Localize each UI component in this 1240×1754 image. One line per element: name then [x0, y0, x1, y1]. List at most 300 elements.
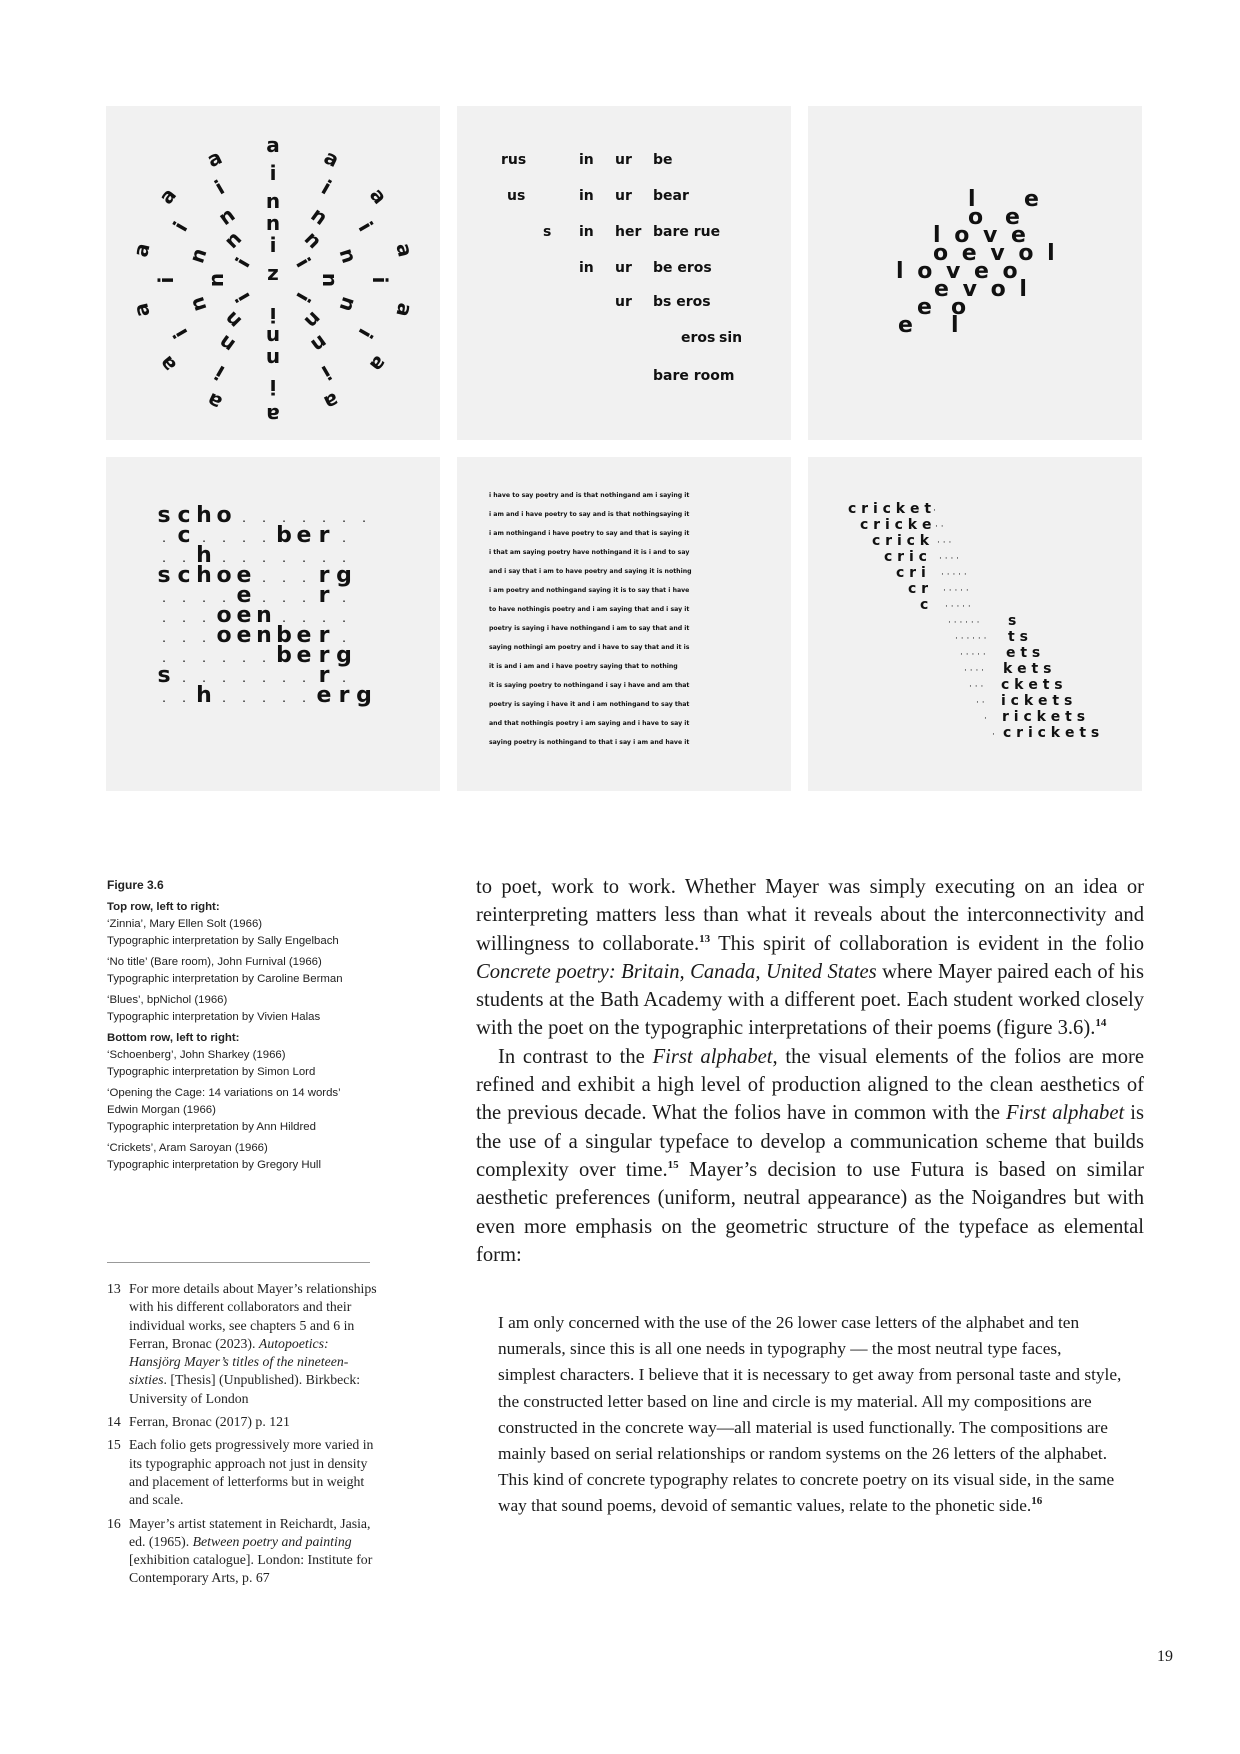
zinnia-letter: n	[334, 293, 362, 315]
caption-title: ‘Opening the Cage: 14 variations on 14 words’	[107, 1087, 341, 1099]
schoenberg-letter: b	[276, 643, 292, 668]
schoenberg-dot: .	[242, 671, 246, 685]
caption-title: ‘Crickets’, Aram Saroyan (1966)	[107, 1142, 268, 1154]
zinnia-letter: a	[320, 144, 343, 173]
zinnia-letter: a	[153, 351, 182, 377]
crickets-row: c	[920, 597, 929, 613]
schoenberg-letter: e	[236, 563, 252, 588]
crickets-row: c r i c k e	[860, 517, 932, 533]
schoenberg-dot: .	[282, 511, 286, 525]
schoenberg-letter: s	[157, 503, 171, 528]
body-text	[476, 873, 1144, 1269]
crickets-poem-graphic	[808, 457, 1142, 791]
zinnia-letter: i	[168, 324, 193, 343]
crickets-dots: ·	[984, 714, 987, 724]
schoenberg-dot: .	[222, 551, 226, 565]
zinnia-center-letter: z	[267, 261, 279, 285]
caption-credit: Typographic interpretation by Sally Engelbach	[107, 935, 339, 947]
crickets-row: c k e t s	[1001, 677, 1063, 693]
schoenberg-dot: .	[302, 571, 306, 585]
caption-entry	[107, 1047, 407, 1081]
schoenberg-dot: .	[362, 511, 366, 525]
crickets-row: t s	[1008, 629, 1028, 645]
zinnia-letter: n	[204, 272, 228, 288]
zinnia-letter: a	[203, 144, 226, 173]
zinnia-letter: a	[391, 240, 418, 260]
figure-label: Figure 3.6	[107, 878, 164, 892]
crickets-row: r i c k e t s	[1002, 709, 1086, 725]
schoenberg-dot: .	[222, 531, 226, 545]
zinnia-letter: n	[184, 245, 212, 267]
zinnia-letter: i	[269, 161, 277, 185]
figure-blues	[808, 106, 1142, 440]
page-number: 19	[1157, 1648, 1173, 1665]
schoenberg-letter: s	[157, 663, 171, 688]
schoenberg-letter: r	[338, 683, 350, 708]
schoenberg-letter: n	[256, 623, 272, 648]
footnote-ref: 15	[667, 1159, 679, 1172]
schoenberg-dot: .	[342, 551, 346, 565]
schoenberg-dot: .	[242, 691, 246, 705]
schoenberg-dot: .	[262, 531, 266, 545]
caption-credit: Typographic interpretation by Simon Lord	[107, 1066, 316, 1078]
footnote-text-part: Mayer’s artist statement in Reichardt, Jasia, ed. (1965).	[129, 1515, 371, 1549]
bare-room-word: eros	[681, 330, 716, 346]
crickets-dots: · · · ·	[939, 554, 960, 564]
cage-text-row: to have nothingis poetry and i am saying that and i say it	[489, 606, 690, 613]
zinnia-letter: n	[213, 202, 240, 230]
crickets-row: e t s	[1006, 645, 1041, 661]
schoenberg-dot: .	[202, 671, 206, 685]
crickets-row: c r i c	[884, 549, 927, 565]
body-italic: First alphabet	[652, 1045, 773, 1068]
caption-title: ‘No title’ (Bare room), John Furnival (1966)	[107, 956, 322, 968]
schoenberg-dot: .	[322, 551, 326, 565]
blues-glyph: o	[968, 205, 987, 230]
schoenberg-dot: .	[242, 511, 246, 525]
zinnia-letter: a	[364, 351, 393, 377]
crickets-dots: · · · ·	[964, 666, 985, 676]
schoenberg-dot: .	[162, 651, 166, 665]
caption-credit: Typographic interpretation by Vivien Halas	[107, 1011, 321, 1023]
crickets-row: c r i	[896, 565, 926, 581]
figure-opening-cage	[457, 457, 791, 791]
zinnia-letter: a	[203, 387, 226, 416]
zinnia-poem-graphic	[106, 106, 440, 440]
schoenberg-dot: .	[262, 511, 266, 525]
footnote-number: 16	[107, 1515, 121, 1531]
caption-entry	[107, 954, 407, 988]
footnote	[107, 1280, 377, 1408]
zinnia-letter: i	[368, 276, 392, 284]
cage-text-row: poetry is saying i have it and i am nothingand to say that	[489, 701, 690, 708]
crickets-dots: · · · · · ·	[948, 618, 980, 628]
schoenberg-dot: .	[182, 671, 186, 685]
cage-text-row: i am poetry and nothingand saying it is to say that i have	[489, 587, 690, 594]
cage-text-row: poetry is saying i have nothingand i am to say that and it	[489, 625, 690, 632]
schoenberg-letter: o	[216, 603, 232, 628]
schoenberg-letter: e	[236, 583, 252, 608]
zinnia-letter: i	[317, 175, 336, 200]
footnote-text: Each folio gets progressively more varied in its typographic approach not just in density and placement of letterforms but in weight and scale.	[129, 1437, 374, 1508]
schoenberg-dot: .	[342, 511, 346, 525]
footnote-number: 15	[107, 1437, 121, 1453]
schoenberg-letter: g	[336, 643, 352, 668]
zinnia-letter: i	[291, 288, 316, 307]
schoenberg-dot: .	[202, 651, 206, 665]
schoenberg-dot: .	[202, 611, 206, 625]
bare-room-poem-graphic	[457, 106, 791, 440]
footnote-italic: Autopoetics: Hansjörg Mayer’s titles of the nineteen-sixties	[129, 1335, 349, 1388]
blues-glyph: e	[1005, 205, 1023, 230]
blues-glyph: o	[951, 295, 970, 320]
schoenberg-dot: .	[182, 651, 186, 665]
schoenberg-dot: .	[262, 691, 266, 705]
caption-entry	[107, 1140, 407, 1174]
footnote	[107, 1515, 377, 1588]
zinnia-letter: i	[291, 253, 316, 272]
schoenberg-poem-graphic	[106, 457, 440, 791]
schoenberg-letter: e	[296, 623, 312, 648]
schoenberg-letter: o	[216, 623, 232, 648]
quote-text: I am only concerned with the use of the 26 lower case letters of the alphabet and ten numerals, since this is all one needs in typography — the most neutral type faces, simplest characters. I believe that it is necessary to get away from personal taste and style, the constructed letter based on line and circle is my material. All my compositions are constructed in the concrete way—all material is used functionally. The compositions are mainly based on serial relationships or random systems on the 26 letters of the alphabet. This kind of concrete typography relates to concrete poetry on its visual side, in the same way that sound poems, devoid of semantic values, relate to the phonetic side.	[498, 1313, 1122, 1516]
schoenberg-dot: .	[302, 611, 306, 625]
crickets-dots: · · · · ·	[945, 602, 971, 612]
schoenberg-letter: s	[157, 563, 171, 588]
zinnia-letter: i	[210, 360, 229, 385]
schoenberg-letter: g	[336, 563, 352, 588]
schoenberg-letter: e	[296, 523, 312, 548]
schoenberg-letter: e	[296, 643, 312, 668]
schoenberg-dot: .	[302, 691, 306, 705]
schoenberg-dot: .	[302, 511, 306, 525]
schoenberg-dot: .	[162, 611, 166, 625]
schoenberg-dot: .	[242, 651, 246, 665]
footnote-ref: 13	[699, 932, 711, 945]
crickets-dots: · ·	[935, 522, 944, 532]
schoenberg-dot: .	[182, 691, 186, 705]
zinnia-letter: n	[219, 306, 247, 334]
bare-room-word: in	[579, 260, 594, 276]
footnote-italic: Between poetry and painting	[192, 1533, 352, 1549]
schoenberg-letter: r	[318, 643, 330, 668]
schoenberg-dot: .	[162, 531, 166, 545]
crickets-row: c r i c k e t	[848, 501, 932, 517]
body-italic: First alphabet	[1006, 1102, 1125, 1125]
zinnia-letter: i	[353, 217, 378, 236]
zinnia-letter: i	[210, 175, 229, 200]
schoenberg-dot: .	[222, 691, 226, 705]
blues-poem-graphic	[808, 106, 1142, 440]
zinnia-letter: i	[154, 276, 178, 284]
bare-room-word: bear	[653, 188, 689, 204]
schoenberg-letter: b	[276, 523, 292, 548]
crickets-row: c r i c k e t s	[1003, 725, 1100, 741]
figure-schoenberg	[106, 457, 440, 791]
body-paragraph	[476, 1043, 1144, 1269]
zinnia-letter: n	[306, 202, 333, 230]
schoenberg-letter: h	[196, 683, 212, 708]
crickets-dots: · · · · ·	[941, 570, 967, 580]
zinnia-letter: a	[320, 387, 343, 416]
zinnia-letter: i	[269, 233, 277, 257]
schoenberg-dot: .	[262, 651, 266, 665]
schoenberg-dot: .	[222, 591, 226, 605]
schoenberg-letter: c	[177, 523, 191, 548]
caption-credit: Typographic interpretation by Caroline Berman	[107, 973, 343, 985]
zinnia-letter: i	[230, 288, 255, 307]
zinnia-letter: n	[334, 245, 362, 267]
zinnia-letter: n	[318, 272, 342, 288]
blues-glyph: e	[1024, 187, 1042, 212]
cage-text-row: i am and i have poetry to say and is that nothingsaying it	[489, 511, 690, 518]
cage-text-row: i am nothingand i have poetry to say and that is saying it	[489, 530, 690, 537]
zinnia-letter: i	[168, 217, 193, 236]
body-text-part: , the visual elements of the folios are more refined and exhibit a high level of production aligned to the clean aesthetics of the previous decade. What the folios have in common with the	[476, 1045, 1144, 1125]
bare-room-word: in	[579, 152, 594, 168]
body-text-part: is the use of a singular typeface to develop a communication scheme that builds complexity over time.	[476, 1102, 1144, 1181]
schoenberg-dot: .	[182, 611, 186, 625]
schoenberg-dot: .	[262, 591, 266, 605]
blues-glyph: l o v e o	[896, 259, 1021, 284]
bare-room-word: ur	[615, 294, 632, 310]
zinnia-letter: n	[184, 293, 212, 315]
schoenberg-dot: .	[342, 611, 346, 625]
blues-glyph: l	[951, 313, 962, 338]
caption-title: ‘Blues’, bpNichol (1966)	[107, 994, 228, 1006]
bare-room-word: be eros	[653, 260, 712, 276]
schoenberg-dot: .	[302, 591, 306, 605]
schoenberg-dot: .	[202, 631, 206, 645]
schoenberg-dot: .	[302, 551, 306, 565]
schoenberg-dot: .	[182, 551, 186, 565]
crickets-dots: · · · · · ·	[955, 634, 987, 644]
schoenberg-dot: .	[282, 551, 286, 565]
schoenberg-dot: .	[262, 551, 266, 565]
crickets-dots: ·	[992, 730, 995, 740]
zinnia-letter: n	[219, 226, 247, 254]
cage-text-row: i that am saying poetry have nothingand it is i and to say	[489, 549, 690, 556]
schoenberg-dot: .	[322, 611, 326, 625]
footnote	[107, 1413, 377, 1431]
footnotes	[107, 1280, 377, 1593]
schoenberg-dot: .	[202, 591, 206, 605]
figure-crickets	[808, 457, 1142, 791]
footnote-ref: 14	[1095, 1017, 1107, 1030]
bare-room-word: rus	[501, 152, 527, 168]
caption-credit: Typographic interpretation by Ann Hildred	[107, 1121, 316, 1133]
bare-room-word: be	[653, 152, 673, 168]
body-text-part: This spirit of collaboration is evident in the folio	[710, 932, 1144, 955]
schoenberg-dot: .	[182, 591, 186, 605]
caption-title: ‘Zinnia’, Mary Ellen Solt (1966)	[107, 918, 263, 930]
schoenberg-dot: .	[282, 671, 286, 685]
zinnia-letter: n	[265, 211, 281, 235]
caption-entry	[107, 1085, 407, 1136]
opening-cage-poem-graphic	[457, 457, 791, 791]
zinnia-letter: a	[364, 183, 393, 209]
zinnia-letter: a	[266, 133, 280, 157]
schoenberg-dot: .	[322, 511, 326, 525]
footnote-text-part: [exhibition catalogue]. London: Institute for Contemporary Arts, p. 67	[129, 1552, 373, 1586]
body-text-part: Mayer’s decision to use Futura is based on similar aesthetic preferences (uniform, neutral appearance) as the Noigandres but with even more emphasis on the geometric structure of the typeface as elemental form:	[476, 1158, 1144, 1266]
figure-bare-room	[457, 106, 791, 440]
bare-room-word: ur	[615, 260, 632, 276]
schoenberg-letter: h	[196, 543, 212, 568]
bare-room-word: in	[579, 188, 594, 204]
schoenberg-letter: g	[356, 683, 372, 708]
crickets-dots: · ·	[976, 698, 985, 708]
schoenberg-letter: o	[216, 503, 232, 528]
block-quote	[498, 1310, 1123, 1520]
schoenberg-letter: e	[236, 603, 252, 628]
schoenberg-dot: .	[342, 531, 346, 545]
crickets-row: i c k e t s	[1001, 693, 1073, 709]
body-italic: Concrete poetry: Britain, Canada, United States	[476, 960, 877, 983]
footnote-text	[129, 1515, 377, 1588]
caption-bottom-heading: Bottom row, left to right:	[107, 1032, 240, 1044]
schoenberg-letter: r	[318, 623, 330, 648]
crickets-dots: · · · · ·	[943, 586, 969, 596]
zinnia-letter: i	[269, 303, 277, 327]
footnote-text-part: For more details about Mayer’s relationships with his different collaborators and their individual works, see chapters 5 and 6 in Ferran, Bronac (2023).	[129, 1281, 377, 1351]
schoenberg-letter: r	[318, 563, 330, 588]
schoenberg-dot: .	[342, 671, 346, 685]
footnote-divider	[107, 1262, 370, 1263]
zinnia-letter: i	[269, 375, 277, 399]
cage-text-row: it is and i am and i have poetry saying that to nothing	[489, 663, 678, 670]
crickets-dots: · · · · ·	[960, 650, 986, 660]
footnote-text	[129, 1280, 377, 1408]
schoenberg-dot: .	[202, 531, 206, 545]
caption-top-heading: Top row, left to right:	[107, 901, 220, 913]
footnote-number: 13	[107, 1281, 121, 1296]
schoenberg-letter: r	[318, 663, 330, 688]
bare-room-word: bare rue	[653, 224, 721, 240]
zinnia-letter: i	[353, 324, 378, 343]
schoenberg-letter: e	[316, 683, 332, 708]
schoenberg-letter: h	[196, 563, 212, 588]
zinnia-letter: a	[266, 403, 280, 427]
footnote-number: 14	[107, 1414, 121, 1430]
schoenberg-dot: .	[162, 631, 166, 645]
crickets-row: c r i c k	[872, 533, 930, 549]
schoenberg-letter: e	[236, 623, 252, 648]
caption-credit: Typographic interpretation by Gregory Hull	[107, 1159, 321, 1171]
crickets-row: c r	[908, 581, 929, 597]
bare-room-word: in	[579, 224, 594, 240]
zinnia-letter: n	[265, 325, 281, 349]
figure-zinnia	[106, 106, 440, 440]
blues-glyph: l	[968, 187, 979, 212]
bare-room-word: bare room	[653, 368, 735, 384]
schoenberg-letter: c	[177, 503, 191, 528]
body-text-part: where Mayer paired each of his students at the Bath Academy with a different poet. Each student worked closely with the poet on the typographic interpretations of their poems (figure 3.6).	[476, 960, 1144, 1040]
blues-glyph: o e v o l	[933, 241, 1058, 266]
body-paragraph	[476, 873, 1144, 1043]
schoenberg-dot: .	[262, 571, 266, 585]
blues-glyph: e v o l	[934, 277, 1030, 302]
schoenberg-dot: .	[162, 551, 166, 565]
blues-glyph: l o v e	[933, 223, 1029, 248]
schoenberg-letter: c	[177, 563, 191, 588]
schoenberg-dot: .	[282, 611, 286, 625]
crickets-dots: · · ·	[937, 538, 952, 548]
caption-title: ‘Schoenberg’, John Sharkey (1966)	[107, 1049, 286, 1061]
bare-room-word: ur	[615, 188, 632, 204]
cage-text-row: saying nothingi am poetry and i have to say that and it is	[489, 644, 690, 651]
schoenberg-dot: .	[342, 591, 346, 605]
schoenberg-letter: r	[318, 583, 330, 608]
schoenberg-dot: .	[222, 651, 226, 665]
schoenberg-letter: n	[256, 603, 272, 628]
cage-text-row: saying poetry is nothingand to that i say i am and have it	[489, 739, 690, 746]
caption-entry	[107, 916, 407, 950]
cage-text-row: and i say that i am to have poetry and saying it is nothing	[489, 568, 692, 575]
zinnia-letter: n	[299, 306, 327, 334]
zinnia-letter: a	[391, 300, 418, 320]
footnote-ref: 16	[1031, 1495, 1043, 1508]
crickets-row: s	[1008, 613, 1017, 629]
schoenberg-dot: .	[262, 671, 266, 685]
zinnia-letter: n	[265, 347, 281, 371]
footnote-text: Ferran, Bronac (2017) p. 121	[129, 1414, 290, 1430]
schoenberg-dot: .	[302, 671, 306, 685]
schoenberg-letter: o	[216, 563, 232, 588]
bare-room-word: us	[507, 188, 526, 204]
zinnia-letter: n	[299, 226, 327, 254]
bare-room-word: bs eros	[653, 294, 711, 310]
caption-title-line2: Edwin Morgan (1966)	[107, 1104, 216, 1116]
schoenberg-dot: .	[242, 551, 246, 565]
zinnia-letter: i	[230, 253, 255, 272]
zinnia-letter: n	[213, 330, 240, 358]
footnote-text-part: . [Thesis] (Unpublished). Birkbeck: University of London	[129, 1372, 361, 1406]
crickets-dots: ·	[933, 506, 936, 516]
schoenberg-dot: .	[242, 531, 246, 545]
schoenberg-dot: .	[282, 591, 286, 605]
bare-room-word: ur	[615, 152, 632, 168]
blues-glyph: e	[898, 313, 916, 338]
caption-entry	[107, 992, 407, 1026]
schoenberg-letter: r	[318, 523, 330, 548]
zinnia-letter: a	[153, 183, 182, 209]
crickets-row: k e t s	[1003, 661, 1052, 677]
cage-text-row: i have to say poetry and is that nothingand am i saying it	[489, 492, 690, 499]
schoenberg-letter: b	[276, 623, 292, 648]
crickets-dots: · · ·	[969, 682, 984, 692]
zinnia-letter: n	[265, 189, 281, 213]
schoenberg-dot: .	[182, 631, 186, 645]
footnote	[107, 1436, 377, 1509]
schoenberg-dot: .	[222, 671, 226, 685]
body-text-part: to poet, work to work. Whether Mayer was simply executing on an idea or reinterpreting matters less than what it reveals about the interconnectivity and willingness to collaborate.	[476, 876, 1144, 955]
bare-room-word: sin	[719, 330, 743, 346]
schoenberg-dot: .	[162, 691, 166, 705]
body-text-part: In contrast to the	[498, 1045, 653, 1068]
zinnia-letter: a	[128, 300, 155, 320]
zinnia-letter: a	[128, 240, 155, 260]
schoenberg-dot: .	[282, 571, 286, 585]
cage-text-row: it is saying poetry to nothingand i say i have and am that	[489, 682, 690, 689]
bare-room-word: her	[615, 224, 642, 240]
figure-caption	[107, 877, 407, 1178]
bare-room-word: s	[543, 224, 552, 240]
zinnia-letter: i	[317, 360, 336, 385]
cage-text-row: and that nothingis poetry i am saying and i have to say it	[489, 720, 690, 727]
schoenberg-letter: h	[196, 503, 212, 528]
schoenberg-dot: .	[342, 631, 346, 645]
